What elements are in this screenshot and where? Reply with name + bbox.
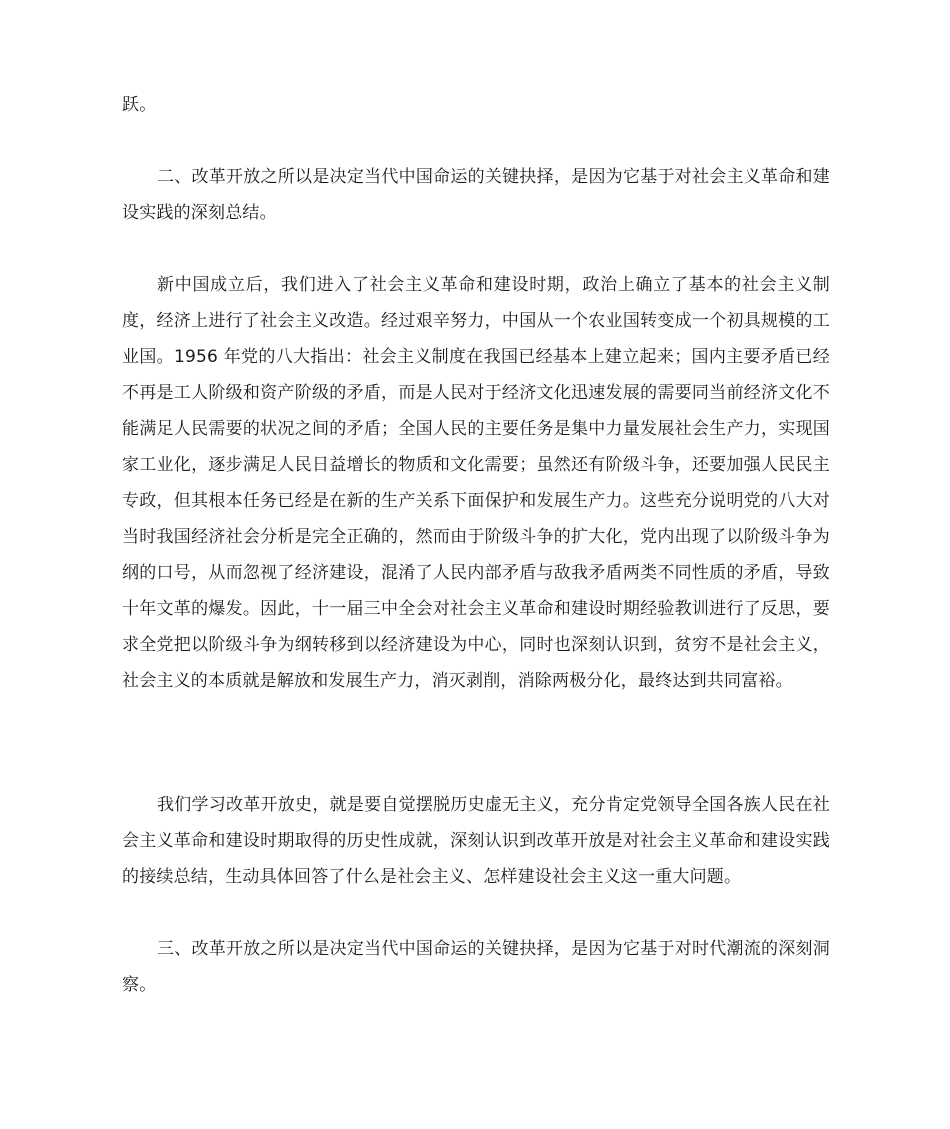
paragraph-continuation: 跃。 xyxy=(122,95,157,115)
section-heading-three: 三、改革开放之所以是决定当代中国命运的关键抉择，是因为它基于对时代潮流的深刻洞察。 xyxy=(122,939,830,995)
section-heading-two: 二、改革开放之所以是决定当代中国命运的关键抉择，是因为它基于对社会主义革命和建设实践的深刻总结。 xyxy=(122,167,830,223)
body-paragraph-study: 我们学习改革开放史，就是要自觉摆脱历史虚无主义，充分肯定党领导全国各族人民在社会主义革命和建设时期取得的历史性成就，深刻认识到改革开放是对社会主义革命和建设实践的接续总结，生动具体回答了什么是社会主义、怎样建设社会主义这一重大问题。 xyxy=(122,795,830,887)
body-paragraph-history: 新中国成立后，我们进入了社会主义革命和建设时期，政治上确立了基本的社会主义制度，经济上进行了社会主义改造。经过艰辛努力，中国从一个农业国转变成一个初具规模的工业国。1956 年党的八大指出：社会主义制度在我国已经基本上建立起来；国内主要矛盾已经不再是工人阶级和资产阶级的矛盾，而是人民对于经济文化迅速发展的需要同当前经济文化不能满足人民需要的状况之间的矛盾；全国人民的主要任务是集中力量发展社会生产力，实现国家工业化，逐步满足人民日益增长的物质和文化需要；虽然还有阶级斗争，还要加强人民民主专政，但其根本任务已经是在新的生产关系下面保护和发展生产力。这些充分说明党的八大对当时我国经济社会分析是完全正确的，然而由于阶级斗争的扩大化，党内出现了以阶级斗争为纲的口号，从而忽视了经济建设，混淆了人民内部矛盾与敌我矛盾两类不同性质的矛盾，导致十年文革的爆发。因此，十一届三中全会对社会主义革命和建设时期经验教训进行了反思，要求全党把以阶级斗争为纲转移到以经济建设为中心，同时也深刻认识到，贫穷不是社会主义，社会主义的本质就是解放和发展生产力，消灭剥削，消除两极分化，最终达到共同富裕。 xyxy=(122,275,830,691)
